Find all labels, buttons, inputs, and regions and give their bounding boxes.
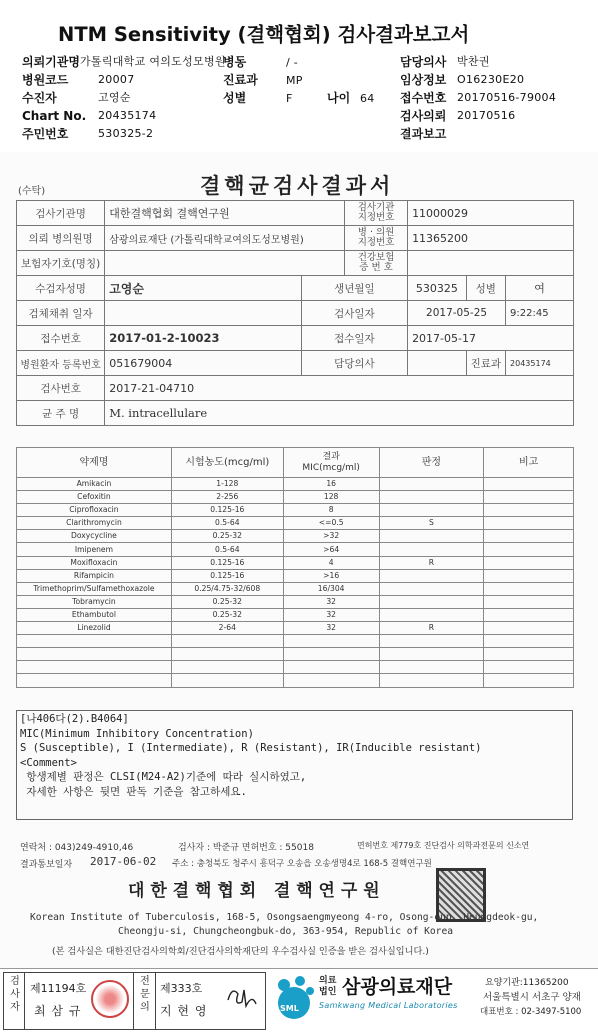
drug-name [17,648,172,661]
examiner-no: 제11194호 [30,982,87,995]
label-clinical-info: 임상정보 [400,73,447,87]
org-name-kr: 대 한 결 핵 협 회 결 핵 연 구 원 [128,881,380,901]
doctor-label: 담당의사 [301,351,407,376]
insurer-label: 보험자기호(명칭) [17,251,105,276]
test-date-label: 검사일자 [301,301,407,326]
drug-interpretation [379,595,484,608]
specialist-tag: 전문의 [140,976,150,1013]
drug-concentration: 2-64 [171,622,283,635]
comment-line: MIC(Minimum Inhibitory Concentration) [20,727,254,740]
table-row [17,582,574,595]
examiner-name: 최 삼 규 [34,1004,82,1018]
drug-name: Rifampicin [17,569,172,582]
drug-remark [484,478,574,491]
table-row [17,491,574,504]
drug-mic: <=0.5 [283,517,379,530]
drug-interpretation [379,635,484,648]
table-row [17,635,574,648]
reg-label: 병원환자 등록번호 [17,351,105,376]
value-resident-no: 530325-2 [98,127,154,140]
drug-concentration [171,635,283,648]
drug-name: Trimethoprim/Sulfamethoxazole [17,582,172,595]
drug-name: Ethambutol [17,608,172,621]
drug-concentration: 1-128 [171,478,283,491]
drug-concentration: 0.5-64 [171,517,283,530]
value-doctor: 박찬권 [457,55,490,68]
drug-remark [484,556,574,569]
comment-line: [나406다(2).B4064] [20,713,129,725]
copy-label: (수탁) [18,186,46,197]
address-kr: 주소 : 충청북도 청주시 흥덕구 오송읍 오송생명4로 168-5 결핵연구원 [172,859,432,869]
label-institution: 의뢰기관명 [22,55,80,69]
drug-interpretation [379,661,484,674]
drug-name [17,674,172,687]
comment-line: 자세한 사항은 뒷면 판독 기준을 참고하세요. [20,785,247,798]
examiner-info: 검사자 : 박준규 면허번호 : 55018 [178,843,314,853]
drug-remark [484,648,574,661]
drug-remark [484,504,574,517]
table-row [17,661,574,674]
drug-concentration: 0.25-32 [171,595,283,608]
label-hospital-code: 병원코드 [22,73,69,87]
label-receipt-no: 접수번호 [400,91,447,105]
value-clinical-info: O16230E20 [457,73,525,86]
comment-line: 항생제별 판정은 CLSI(M24-A2)기준에 따라 실시하였고, [20,771,307,783]
drug-remark [484,517,574,530]
hosp-no-label: 병 · 의원 지정번호 [345,226,408,251]
value-hospital-code: 20007 [98,73,135,86]
collect-label: 검체채취 일자 [17,301,105,326]
drug-concentration: 0.125-16 [171,504,283,517]
drug-name: Tobramycin [17,595,172,608]
corp-code: 요양기관:11365200 [485,978,569,988]
label-resident-no: 주민번호 [22,127,69,141]
label-doctor: 담당의사 [400,55,447,69]
signature-icon [222,980,262,1012]
species-value: M. intracellulare [105,401,574,426]
drug-name [17,635,172,648]
drug-name: Doxycycline [17,530,172,543]
inst-label: 검사기관명 [17,201,105,226]
label-dept: 진료과 [223,73,258,87]
specialist-no: 제333호 [160,982,203,995]
test-no-value: 2017-21-04710 [105,376,574,401]
label-age: 나이 [327,91,351,105]
drug-mic: >64 [283,543,379,556]
drug-name: Ciprofloxacin [17,504,172,517]
license-info: 면허번호 제779호 진단검사 의학과전문의 신소연 [357,841,530,850]
doctor-value [408,351,467,376]
recv-no-value: 2017-01-2-10023 [105,326,302,351]
drug-mic: >16 [283,569,379,582]
test-time-value: 9:22:45 [506,301,574,326]
table-row [17,478,574,491]
drug-interpretation [379,608,484,621]
label-sex: 성별 [223,91,247,105]
table-row [17,556,574,569]
drug-concentration [171,661,283,674]
value-receipt-no: 20170516-79004 [457,91,557,104]
drug-name: Cefoxitin [17,491,172,504]
drug-mic: 8 [283,504,379,517]
insured-no-value [408,251,574,276]
drug-table-header [17,448,574,478]
corp-tel: 대표번호 : 02-3497-5100 [480,1007,582,1017]
comment-line: S (Susceptible), I (Intermediate), R (Resistant), IR(Inducible resistant) [20,742,482,754]
drug-concentration [171,648,283,661]
form-dept-label: 진료과 [466,351,505,376]
drug-remark [484,608,574,621]
label-patient: 수진자 [22,91,57,105]
drug-mic [283,648,379,661]
address-en-1: Korean Institute of Tuberculosis, 168-5, Osongsaengmyeong 4-ro, Osong-eup, Heungdeok-gu, [30,912,539,923]
specialist-name: 지 현 영 [160,1004,208,1018]
corp-name-en: Samkwang Medical Laboratories [319,1001,458,1010]
drug-name: Linezolid [17,622,172,635]
recv-no-label: 접수번호 [17,326,105,351]
hosp-value: 삼광의료재단 (가톨릭대학교여의도성모병원) [105,226,345,251]
drug-remark [484,595,574,608]
header-drug: 약제명 [17,448,172,478]
drug-interpretation [379,648,484,661]
value-request-date: 20170516 [457,109,516,122]
report-date-label: 결과통보일자 [20,860,73,870]
drug-interpretation: S [379,517,484,530]
drug-name: Amikacin [17,478,172,491]
form-dept-value: 20435174 [506,351,574,376]
inst-value: 대한결핵협회 결핵연구원 [105,201,345,226]
collect-value [105,301,302,326]
drug-concentration: 0.125-16 [171,556,283,569]
drug-name: Imipenem [17,543,172,556]
drug-interpretation [379,569,484,582]
birth-label: 생년월일 [301,276,407,301]
drug-mic: 32 [283,622,379,635]
value-chart-no: 20435174 [98,109,157,122]
drug-interpretation [379,478,484,491]
value-sex: F [286,92,293,105]
certification-notice: (본 검사실은 대한진단검사의학회/진단검사의학재단의 우수검사실 인증을 받은 검사실입니다.) [52,946,429,957]
comment-line: <Comment> [20,756,77,769]
drug-mic [283,674,379,687]
report-date: 2017-06-02 [90,855,157,868]
report-title: NTM Sensitivity (결핵협회) 검사결과보고서 [58,23,470,46]
label-ward: 병동 [223,55,247,69]
drug-concentration [171,674,283,687]
drug-mic: 32 [283,608,379,621]
birth-value: 530325 [408,276,467,301]
lab-phone: 연락처 : 043)249-4910,46 [20,843,134,853]
drug-interpretation [379,504,484,517]
hosp-label: 의뢰 병의원명 [17,226,105,251]
drug-mic: 4 [283,556,379,569]
patient-info-table [16,200,574,426]
header-interpretation: 판정 [379,448,484,478]
comment-box [16,710,573,820]
drug-remark [484,661,574,674]
examiner-seal [91,980,129,1018]
value-institution: 가톨릭대학교 여의도성모병원 [79,55,226,68]
drug-mic [283,661,379,674]
drug-name [17,661,172,674]
drug-interpretation: R [379,622,484,635]
table-row [17,674,574,687]
table-row [17,569,574,582]
sex-value: 여 [506,276,574,301]
header-mic: 결과 MIC(mcg/ml) [283,448,379,478]
drug-concentration: 0.25/4.75-32/608 [171,582,283,595]
table-row [17,608,574,621]
value-age: 64 [360,92,375,105]
insured-no-label: 건강보험 증 번 호 [345,251,408,276]
corp-tag: 의료 법인 [319,976,337,997]
label-chart-no: Chart No. [22,109,87,123]
inst-no-value: 11000029 [408,201,574,226]
insurer-value [105,251,345,276]
sml-logo-icon [270,973,316,1023]
report-right-column [400,53,595,143]
drug-remark [484,543,574,556]
drug-mic: 16 [283,478,379,491]
address-en-2: Cheongju-si, Chungcheongbuk-do, 363-954, Republic of Korea [118,926,454,937]
drug-mic: >32 [283,530,379,543]
header-remarks: 비고 [484,448,574,478]
table-row [17,595,574,608]
drug-mic: 128 [283,491,379,504]
value-patient: 고영순 [98,91,131,104]
table-row [17,543,574,556]
test-no-label: 검사번호 [17,376,105,401]
sex-label: 성별 [466,276,505,301]
drug-mic [283,635,379,648]
drug-remark [484,674,574,687]
drug-remark [484,622,574,635]
divider [155,972,156,1030]
drug-interpretation [379,530,484,543]
drug-mic: 16/304 [283,582,379,595]
drug-concentration: 0.25-32 [171,608,283,621]
logo-text: SML [280,1004,299,1013]
test-date-value: 2017-05-25 [408,301,506,326]
label-result-report: 결과보고 [400,127,447,141]
drug-concentration: 0.125-16 [171,569,283,582]
corp-name: 삼광의료재단 [342,976,453,998]
drug-mic: 32 [283,595,379,608]
examiner-tag: 검사자 [10,976,20,1013]
value-ward: / - [286,56,299,69]
drug-interpretation [379,582,484,595]
drug-interpretation [379,543,484,556]
table-row [17,530,574,543]
drug-interpretation [379,674,484,687]
form-title: 결핵균검사결과서 [200,173,395,198]
divider [24,972,25,1030]
patient-label: 수검자성명 [17,276,105,301]
corp-address: 서울특별시 서초구 양재 [483,992,581,1003]
drug-remark [484,530,574,543]
recv-date-value: 2017-05-17 [408,326,574,351]
hosp-no-value: 11365200 [408,226,574,251]
drug-remark [484,582,574,595]
drug-interpretation: R [379,556,484,569]
drug-name: Moxifloxacin [17,556,172,569]
drug-name: Clarithromycin [17,517,172,530]
divider [133,972,134,1030]
table-row [17,517,574,530]
table-row [17,648,574,661]
drug-concentration: 0.25-32 [171,530,283,543]
drug-interpretation [379,491,484,504]
report-left-column [22,53,226,143]
species-label: 균 주 명 [17,401,105,426]
header-concentration: 시험농도(mcg/ml) [171,448,283,478]
table-row [17,504,574,517]
drug-table [16,447,574,688]
drug-concentration: 0.5-64 [171,543,283,556]
table-row [17,622,574,635]
value-dept: MP [286,74,303,87]
drug-remark [484,569,574,582]
drug-remark [484,491,574,504]
label-request-date: 검사의뢰 [400,109,447,123]
drug-remark [484,635,574,648]
recv-date-label: 접수일자 [301,326,407,351]
reg-value: 051679004 [105,351,302,376]
drug-concentration: 2-256 [171,491,283,504]
inst-no-label: 검사기관 지정번호 [345,201,408,226]
patient-value: 고영순 [105,276,302,301]
